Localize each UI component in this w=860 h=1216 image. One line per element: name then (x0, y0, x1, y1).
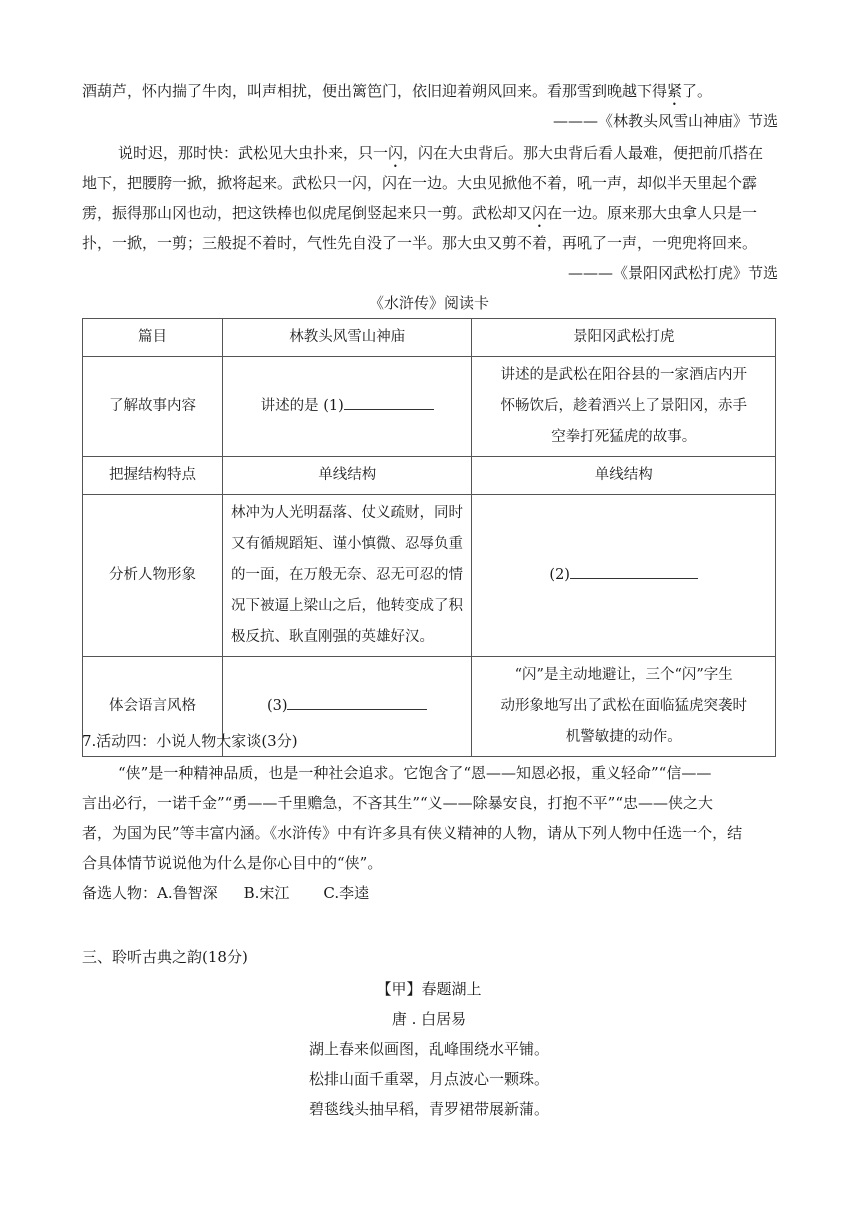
poem-line: 湖上春来似画图，乱峰围绕水平铺。 (308, 1040, 549, 1058)
excerpt-text: 酒葫芦，怀内揣了牛肉，叫声相扰，便出篱笆门，依旧迎着朔风回来。看那雪到晚越下得 (82, 82, 668, 100)
cell-text: 讲述的是 (260, 398, 319, 414)
options-line (82, 882, 782, 904)
excerpt-text: 在一边。原来那大虫拿人只是一 (547, 204, 758, 222)
cell-text: 又有循规蹈矩、谨小慎微、忍辱负重 (231, 536, 464, 552)
cell-text: 机警敏捷的动作。 (565, 729, 682, 745)
reading-card-title: 《水浒传》阅读卡 (368, 294, 489, 312)
content-cell: 单线结构 (223, 457, 472, 495)
cell-text: 怀畅饮后，趁着酒兴上了景阳冈，赤手 (500, 398, 747, 414)
content-cell (472, 357, 776, 457)
emphasis-char: 闪 (388, 144, 404, 162)
reading-card-table (82, 318, 776, 757)
content-cell (223, 495, 472, 657)
excerpt-text: 说时迟，那时快：武松见大虫扑来，只一 (118, 144, 389, 162)
excerpt-text: ，闪在大虫背后。那大虫背后看人最难，便把前爪搭在 (403, 144, 764, 162)
excerpt-line-1 (82, 80, 782, 109)
excerpt-text: 了。 (682, 82, 713, 100)
cell-text: 空拳打死猛虎的故事。 (551, 429, 697, 445)
emphasis-char: 闪 (532, 204, 548, 222)
cell-text: 讲述的是武松在阳谷县的一家酒店内开 (500, 367, 747, 383)
row-label: 了解故事内容 (83, 357, 223, 457)
header-cell: 篇目 (83, 319, 223, 357)
table-row (83, 457, 776, 495)
cell-text: 况下被逼上梁山之后，他转变成了积 (231, 598, 464, 614)
cell-text: 的一面，在万般无奈、忍无可忍的情 (231, 567, 464, 583)
excerpt-source-1: ———《林教头风雪山神庙》节选 (552, 112, 778, 130)
activity-text-line: 合具体情节说说他为什么是你心目中的“侠”。 (82, 854, 383, 872)
activity-text-line: 者，为国为民”等丰富内涵。《水浒传》中有许多具有侠义精神的人物，请从下列人物中任选一个，结 (82, 824, 743, 842)
cell-text: 动形象地写出了武松在面临猛虎突袭时 (500, 698, 747, 714)
option-c: C.李逵 (323, 884, 370, 902)
activity-heading: 7.活动四：小说人物大家谈(3分) (82, 732, 298, 750)
answer-cell (223, 357, 472, 457)
cell-text: “闪”是主动地避让，三个“闪”字生 (514, 667, 733, 683)
row-label: 体会语言风格 (83, 657, 223, 757)
excerpt-source-2: ———《景阳冈武松打虎》节选 (567, 264, 778, 282)
emphasis-char: 紧 (667, 82, 683, 100)
blank-number: (1) (323, 398, 344, 414)
option-b: B.宋江 (243, 884, 290, 902)
table-row (83, 495, 776, 657)
excerpt-text: 雳，振得那山冈也动，把这铁棒也似虎尾倒竖起来只一剪。武松却又 (82, 204, 533, 222)
answer-blank[interactable] (570, 560, 698, 579)
row-label: 把握结构特点 (83, 457, 223, 495)
table-header-row (83, 319, 776, 357)
content-cell: 单线结构 (472, 457, 776, 495)
header-cell: 林教头风雪山神庙 (223, 319, 472, 357)
poem-author: 唐 . 白居易 (391, 1010, 467, 1028)
excerpt-line-2 (118, 142, 782, 171)
option-a: A.鲁智深 (157, 884, 218, 902)
poem-line: 松排山面千重翠，月点波心一颗珠。 (308, 1070, 549, 1088)
answer-blank[interactable] (287, 691, 427, 710)
blank-number: (3) (266, 698, 288, 714)
excerpt-line-3: 地下，把腰胯一掀，掀将起来。武松只一闪，闪在一边。大虫见掀他不着，吼一声，却似半天里起个霹 (82, 174, 758, 192)
excerpt-line-4 (82, 202, 782, 231)
answer-blank[interactable] (344, 391, 434, 410)
activity-text-line: “侠”是一种精神品质，也是一种社会追求。它饱含了“恩——知恩必报，重义轻命”“信—— (118, 764, 712, 782)
excerpt-line-5: 扑，一掀，一剪；三般捉不着时，气性先自没了一半。那大虫又剪不着，再吼了一声，一兜兜将回来。 (82, 234, 758, 252)
poem-line: 碧毯线头抽早稻，青罗裙带展新蒲。 (308, 1100, 549, 1118)
table-row (83, 357, 776, 457)
answer-cell (472, 495, 776, 657)
row-label: 分析人物形象 (83, 495, 223, 657)
header-cell: 景阳冈武松打虎 (472, 319, 776, 357)
cell-text: 林冲为人光明磊落、仗义疏财，同时 (231, 505, 464, 521)
cell-text: 极反抗、耿直刚强的英雄好汉。 (231, 629, 435, 645)
section-heading: 三、聆听古典之韵(18分) (82, 948, 248, 966)
blank-number: (2) (549, 567, 570, 583)
activity-text-line: 言出必行，一诺千金”“勇——千里赡急，不吝其生”“义——除暴安良，打抱不平”“忠——侠之大 (82, 794, 714, 812)
options-label: 备选人物： (82, 884, 158, 902)
poem-title: 【甲】春题湖上 (376, 980, 482, 998)
